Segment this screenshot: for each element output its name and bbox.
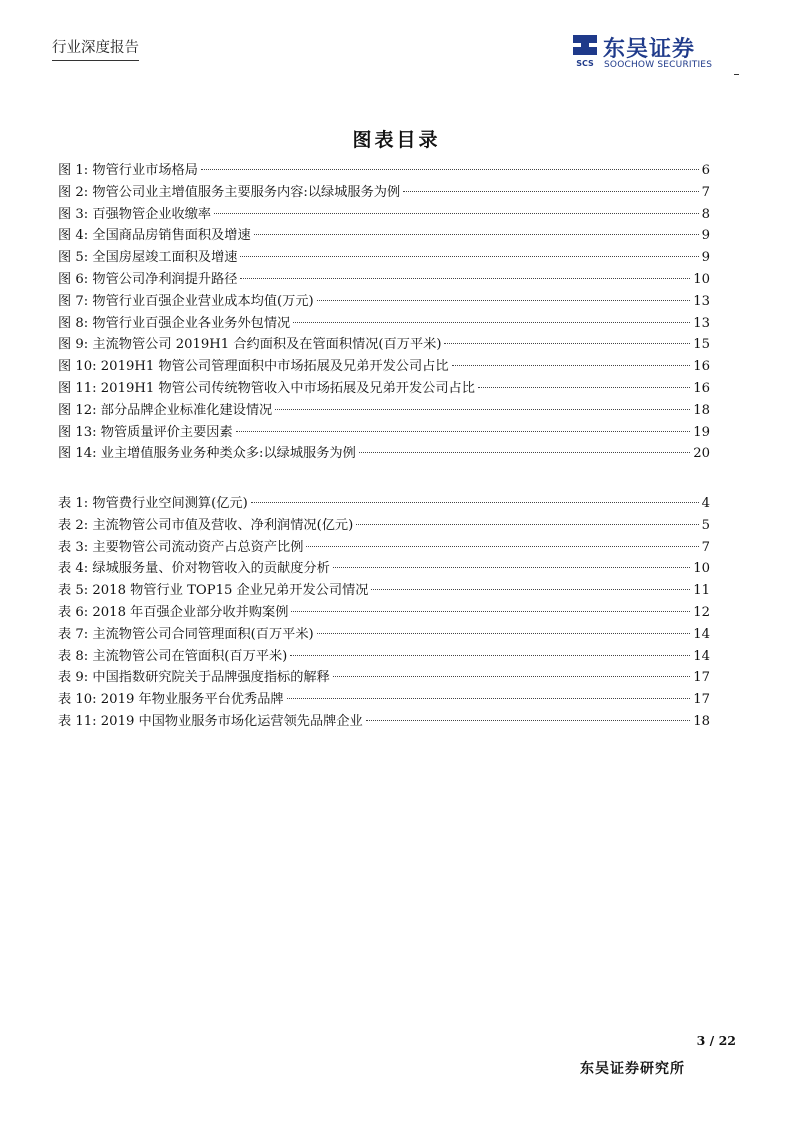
- toc-page-number[interactable]: 18: [693, 713, 710, 729]
- toc-leader-dots: [251, 502, 699, 503]
- page-number: 3 / 22: [696, 1033, 736, 1048]
- toc-page-number[interactable]: 14: [693, 626, 710, 642]
- toc-page-number[interactable]: 8: [701, 206, 710, 222]
- logo-english-name: SOOCHOW SECURITIES: [604, 60, 713, 70]
- figure-toc-entry[interactable]: [58, 225, 710, 247]
- figure-toc-entry[interactable]: [58, 443, 710, 465]
- table-toc-entry[interactable]: [58, 689, 710, 711]
- table-toc-entry[interactable]: [58, 646, 710, 668]
- table-toc-entry[interactable]: [58, 580, 710, 602]
- toc-leader-dots: [444, 343, 690, 344]
- figure-toc-entry[interactable]: [58, 182, 710, 204]
- toc-entry-label[interactable]: 表 6: 2018 年百强企业部分收并购案例: [58, 604, 289, 620]
- toc-entry-label[interactable]: 图 4: 全国商品房销售面积及增速: [58, 228, 251, 244]
- toc-page-number[interactable]: 10: [693, 561, 710, 577]
- toc-leader-dots: [287, 698, 691, 699]
- toc-entry-label[interactable]: 图 13: 物管质量评价主要因素: [58, 424, 233, 440]
- toc-leader-dots: [403, 191, 698, 192]
- toc-page-number[interactable]: 4: [701, 496, 710, 511]
- toc-entry-label[interactable]: 图 11: 2019H1 物管公司传统物管收入中市场拓展及兄弟开发公司占比: [58, 380, 475, 396]
- logo-chinese-name: 东吴证券: [603, 37, 696, 62]
- figure-toc-entry[interactable]: [58, 269, 710, 291]
- toc-leader-dots: [236, 431, 691, 432]
- toc-page-number[interactable]: 13: [693, 315, 710, 331]
- toc-title: 图表目录: [352, 129, 441, 151]
- toc-leader-dots: [478, 387, 690, 388]
- footer-organization: 东吴证券研究所: [580, 1061, 685, 1077]
- table-toc-entry[interactable]: [58, 493, 710, 515]
- toc-entry-label[interactable]: 图 1: 物管行业市场格局: [58, 163, 198, 178]
- toc-entry-label[interactable]: 表 2: 主流物管公司市值及营收、净利润情况(亿元): [58, 517, 354, 533]
- toc-leader-dots: [291, 611, 690, 612]
- toc-leader-dots: [275, 409, 690, 410]
- toc-page-number[interactable]: 10: [693, 271, 710, 287]
- figure-toc-entry[interactable]: [58, 356, 710, 378]
- toc-leader-dots: [240, 278, 690, 279]
- toc-entry-label[interactable]: 表 5: 2018 物管行业 TOP15 企业兄弟开发公司情况: [58, 583, 369, 599]
- toc-page-number[interactable]: 11: [693, 583, 710, 599]
- table-list: [58, 493, 710, 733]
- toc-page-number[interactable]: 14: [693, 648, 710, 664]
- toc-entry-label[interactable]: 表 7: 主流物管公司合同管理面积(百万平米): [58, 626, 314, 642]
- figure-list: [58, 160, 710, 465]
- toc-leader-dots: [214, 213, 699, 214]
- toc-entry-label[interactable]: 图 3: 百强物管企业收缴率: [58, 206, 212, 222]
- toc-entry-label[interactable]: 图 5: 全国房屋竣工面积及增速: [58, 250, 238, 266]
- toc-entry-label[interactable]: 表 9: 中国指数研究院关于品牌强度指标的解释: [58, 670, 330, 686]
- table-toc-entry[interactable]: [58, 537, 710, 559]
- figure-toc-entry[interactable]: [58, 204, 710, 226]
- toc-entry-label[interactable]: 图 2: 物管公司业主增值服务主要服务内容:以绿城服务为例: [58, 184, 401, 200]
- toc-entry-label[interactable]: 表 3: 主要物管公司流动资产占总资产比例: [58, 539, 304, 555]
- toc-page-number[interactable]: 9: [701, 250, 710, 266]
- toc-page-number[interactable]: 16: [693, 359, 710, 375]
- toc-leader-dots: [290, 655, 690, 656]
- toc-entry-label[interactable]: 图 9: 主流物管公司 2019H1 合约面积及在管面积情况(百万平米): [58, 337, 442, 353]
- toc-page-number[interactable]: 17: [693, 692, 710, 708]
- toc-leader-dots: [317, 633, 691, 634]
- toc-entry-label[interactable]: 图 14: 业主增值服务业务种类众多:以绿城服务为例: [58, 446, 356, 462]
- figure-toc-entry[interactable]: [58, 334, 710, 356]
- toc-entry-label[interactable]: 表 10: 2019 年物业服务平台优秀品牌: [58, 692, 284, 708]
- soochow-logo-icon: [569, 33, 601, 69]
- toc-entry-label[interactable]: 图 8: 物管行业百强企业各业务外包情况: [58, 315, 291, 331]
- table-toc-entry[interactable]: [58, 711, 710, 733]
- toc-leader-dots: [293, 322, 690, 323]
- figure-toc-entry[interactable]: [58, 313, 710, 335]
- toc-leader-dots: [333, 567, 690, 568]
- toc-entry-label[interactable]: 表 11: 2019 中国物业服务市场化运营领先品牌企业: [58, 713, 363, 729]
- toc-entry-label[interactable]: 表 8: 主流物管公司在管面积(百万平米): [58, 648, 288, 664]
- toc-page-number[interactable]: 13: [693, 293, 710, 309]
- toc-leader-dots: [452, 365, 691, 366]
- toc-page-number[interactable]: 9: [701, 228, 710, 244]
- figure-toc-entry[interactable]: [58, 400, 710, 422]
- toc-page-number[interactable]: 19: [693, 424, 710, 440]
- toc-entry-label[interactable]: 图 12: 部分品牌企业标准化建设情况: [58, 402, 273, 418]
- brand-logo: [569, 33, 745, 73]
- figure-toc-entry[interactable]: [58, 247, 710, 269]
- toc-page-number[interactable]: 18: [693, 402, 710, 418]
- toc-page-number[interactable]: 16: [693, 380, 710, 396]
- toc-page-number[interactable]: 17: [693, 670, 710, 686]
- toc-leader-dots: [240, 256, 698, 257]
- header-dash: [734, 74, 739, 75]
- toc-entry-label[interactable]: 图 7: 物管行业百强企业营业成本均值(万元): [58, 293, 314, 309]
- toc-leader-dots: [366, 720, 690, 721]
- toc-page-number[interactable]: 7: [701, 539, 710, 555]
- figure-toc-entry[interactable]: [58, 291, 710, 313]
- toc-leader-dots: [371, 589, 690, 590]
- toc-page-number[interactable]: 12: [693, 604, 710, 620]
- toc-page-number[interactable]: 20: [693, 446, 710, 462]
- toc-page-number[interactable]: 5: [701, 517, 710, 533]
- toc-entry-label[interactable]: 图 10: 2019H1 物管公司管理面积中市场拓展及兄弟开发公司占比: [58, 359, 449, 375]
- report-category-label: 行业深度报告: [52, 38, 139, 61]
- figure-toc-entry[interactable]: [58, 378, 710, 400]
- table-toc-entry[interactable]: [58, 558, 710, 580]
- table-toc-entry[interactable]: [58, 667, 710, 689]
- toc-entry-label[interactable]: 图 6: 物管公司净利润提升路径: [58, 271, 238, 287]
- toc-leader-dots: [201, 169, 699, 170]
- table-toc-entry[interactable]: [58, 602, 710, 624]
- toc-leader-dots: [254, 234, 699, 235]
- toc-leader-dots: [356, 524, 698, 525]
- toc-page-number[interactable]: 6: [701, 163, 710, 178]
- figure-toc-entry[interactable]: [58, 160, 710, 182]
- toc-leader-dots: [359, 452, 690, 453]
- table-toc-entry[interactable]: [58, 624, 710, 646]
- toc-leader-dots: [333, 676, 690, 677]
- table-toc-entry[interactable]: [58, 515, 710, 537]
- toc-page-number[interactable]: 15: [693, 337, 710, 353]
- figure-toc-entry[interactable]: [58, 422, 710, 444]
- toc-entry-label[interactable]: 表 4: 绿城服务量、价对物管收入的贡献度分析: [58, 561, 330, 577]
- toc-leader-dots: [306, 546, 698, 547]
- toc-page-number[interactable]: 7: [701, 184, 710, 200]
- logo-mark-text: SCS: [576, 59, 594, 68]
- toc-leader-dots: [317, 300, 691, 301]
- toc-entry-label[interactable]: 表 1: 物管费行业空间测算(亿元): [58, 496, 248, 511]
